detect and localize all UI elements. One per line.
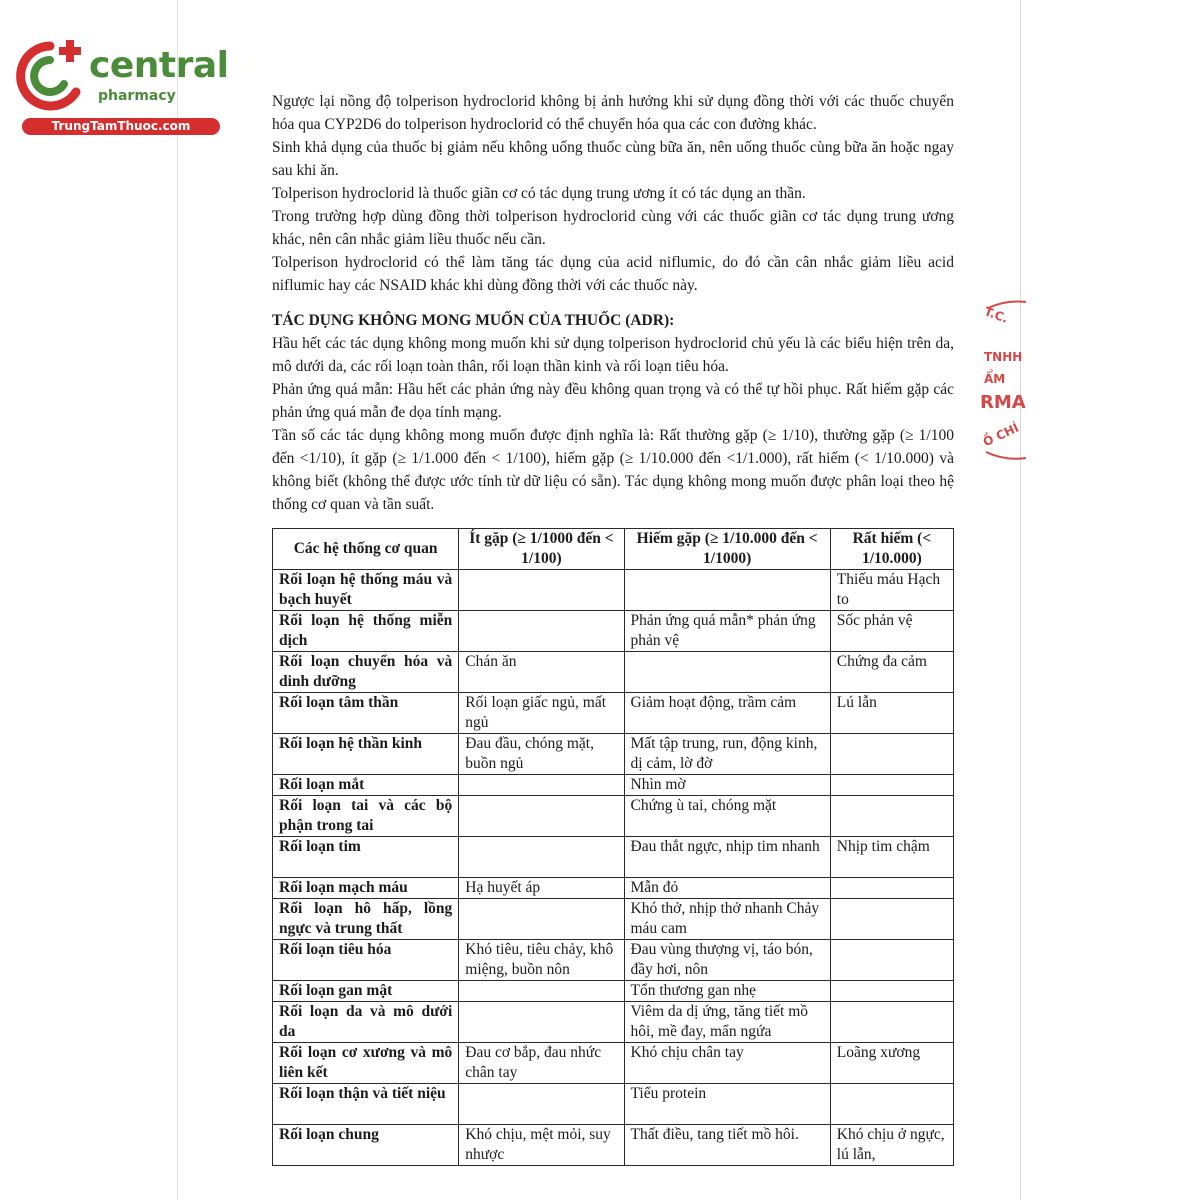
table-row — [273, 899, 954, 940]
rare-cell: Phản ứng quá mẫn* phản ứng phản vệ — [624, 611, 830, 652]
very-rare-cell — [830, 775, 953, 796]
paragraph: Tolperison hydroclorid là thuốc giãn cơ có tác dụng trung ương ít có tác dụng an thần. — [272, 185, 806, 202]
very-rare-cell — [830, 940, 953, 981]
rare-cell: Khó thở, nhịp thở nhanh Chảy máu cam — [624, 899, 830, 940]
paragraph: Phản ứng quá mẫn: Hầu hết các phản ứng này đều không quan trọng và có thể tự hồi phục. Rất hiếm gặp các phản ứng quá mẫn đe dọa tính mạng. — [272, 381, 954, 421]
very-rare-cell — [830, 1002, 953, 1043]
table-row — [273, 570, 954, 611]
stamp-line: RMA — [980, 392, 1026, 413]
rare-cell: Đau thắt ngực, nhịp tim nhanh — [624, 837, 830, 878]
paragraph: Tolperison hydroclorid có thể làm tăng tác dụng của acid niflumic, do đó cần cân nhắc giảm liều acid niflumic hay các NSAID khác khi dùng đồng thời với các thuốc này. — [272, 254, 954, 294]
uncommon-cell: Hạ huyết áp — [459, 878, 624, 899]
column-header: Ít gặp (≥ 1/1000 đến < 1/100) — [459, 529, 624, 570]
organ-system-cell: Rối loạn da và mô dưới da — [273, 1002, 459, 1043]
logo-name: central — [89, 45, 229, 86]
very-rare-cell: Nhịp tim chậm — [830, 837, 953, 878]
table-row — [273, 1125, 954, 1166]
organ-system-cell: Rối loạn cơ xương và mô liên kết — [273, 1043, 459, 1084]
rare-cell: Đau vùng thượng vị, táo bón, đầy hơi, nôn — [624, 940, 830, 981]
table-row — [273, 837, 954, 878]
table-row — [273, 1084, 954, 1125]
organ-system-cell: Rối loạn mắt — [273, 775, 459, 796]
organ-system-cell: Rối loạn chuyển hóa và dinh dưỡng — [273, 652, 459, 693]
very-rare-cell: Lú lẫn — [830, 693, 953, 734]
uncommon-cell: Đau đầu, chóng mặt, buồn ngủ — [459, 734, 624, 775]
uncommon-cell: Khó chịu, mệt mỏi, suy nhược — [459, 1125, 624, 1166]
very-rare-cell — [830, 899, 953, 940]
uncommon-cell — [459, 1084, 624, 1125]
uncommon-cell — [459, 796, 624, 837]
organ-system-cell: Rối loạn tâm thần — [273, 693, 459, 734]
very-rare-cell: Thiếu máu Hạch to — [830, 570, 953, 611]
section-heading: TÁC DỤNG KHÔNG MONG MUỐN CỦA THUỐC (ADR): — [272, 312, 675, 329]
organ-system-cell: Rối loạn hệ thống máu và bạch huyết — [273, 570, 459, 611]
very-rare-cell — [830, 878, 953, 899]
uncommon-cell: Khó tiêu, tiêu chảy, khô miệng, buồn nôn — [459, 940, 624, 981]
table-row — [273, 734, 954, 775]
uncommon-cell — [459, 981, 624, 1002]
rare-cell: Tiểu protein — [624, 1084, 830, 1125]
organ-system-cell: Rối loạn tai và các bộ phận trong tai — [273, 796, 459, 837]
very-rare-cell — [830, 734, 953, 775]
rare-cell: Mất tập trung, run, động kinh, dị cảm, lờ đờ — [624, 734, 830, 775]
stamp-line: Ồ CHÍ — [980, 420, 1021, 450]
table-row — [273, 878, 954, 899]
very-rare-cell: Chứng đa cảm — [830, 652, 953, 693]
organ-system-cell: Rối loạn tiêu hóa — [273, 940, 459, 981]
organ-system-cell: Rối loạn hô hấp, lồng ngực và trung thất — [273, 899, 459, 940]
uncommon-cell: Rối loạn giấc ngủ, mất ngủ — [459, 693, 624, 734]
table-row — [273, 1043, 954, 1084]
uncommon-cell — [459, 837, 624, 878]
rare-cell — [624, 652, 830, 693]
adr-table — [272, 528, 954, 1166]
rare-cell: Viêm da dị ứng, tăng tiết mồ hôi, mề đay, mẩn ngứa — [624, 1002, 830, 1043]
stamp-line: T.C. — [982, 304, 1010, 326]
table-row — [273, 652, 954, 693]
document-body — [272, 90, 954, 516]
very-rare-cell — [830, 1084, 953, 1125]
uncommon-cell — [459, 1002, 624, 1043]
paragraph: Ngược lại nồng độ tolperison hydroclorid không bị ảnh hưởng khi sử dụng đồng thời với các thuốc chuyển hóa qua CYP2D6 do tolperison hydroclorid có thể chuyển hóa qua các con đường khác. — [272, 93, 954, 133]
table-row — [273, 775, 954, 796]
column-header: Rất hiếm (< 1/10.000) — [830, 529, 953, 570]
organ-system-cell: Rối loạn tim — [273, 837, 459, 878]
paragraph: Sinh khả dụng của thuốc bị giảm nếu không uống thuốc cùng bữa ăn, nên uống thuốc cùng bữa ăn hoặc ngay sau khi ăn. — [272, 139, 954, 179]
very-rare-cell: Sốc phản vệ — [830, 611, 953, 652]
column-header: Các hệ thống cơ quan — [273, 529, 459, 570]
very-rare-cell — [830, 796, 953, 837]
organ-system-cell: Rối loạn chung — [273, 1125, 459, 1166]
stamp-line: TNHH — [984, 350, 1023, 364]
organ-system-cell: Rối loạn hệ thần kinh — [273, 734, 459, 775]
logo-url[interactable]: TrungTamThuoc.com — [22, 118, 220, 135]
rare-cell — [624, 570, 830, 611]
rare-cell: Nhìn mờ — [624, 775, 830, 796]
paragraph: Trong trường hợp dùng đồng thời tolperison hydroclorid cùng với các thuốc giãn cơ tác dụng trung ương khác, nên cân nhắc giảm liều thuốc nếu cần. — [272, 208, 954, 248]
rare-cell: Giảm hoạt động, trầm cảm — [624, 693, 830, 734]
rare-cell: Thất điều, tang tiết mồ hôi. — [624, 1125, 830, 1166]
uncommon-cell: Đau cơ bắp, đau nhức chân tay — [459, 1043, 624, 1084]
rare-cell: Mẫn đỏ — [624, 878, 830, 899]
logo-subtitle: pharmacy — [98, 88, 176, 104]
stamp-line: ẨM — [984, 372, 1006, 386]
very-rare-cell: Loãng xương — [830, 1043, 953, 1084]
uncommon-cell — [459, 899, 624, 940]
organ-system-cell: Rối loạn gan mật — [273, 981, 459, 1002]
very-rare-cell: Khó chịu ở ngực, lú lẫn, — [830, 1125, 953, 1166]
uncommon-cell — [459, 570, 624, 611]
rare-cell: Tổn thương gan nhẹ — [624, 981, 830, 1002]
table-row — [273, 1002, 954, 1043]
central-pharmacy-logo[interactable] — [10, 38, 229, 138]
uncommon-cell — [459, 611, 624, 652]
very-rare-cell — [830, 981, 953, 1002]
uncommon-cell — [459, 775, 624, 796]
uncommon-cell: Chán ăn — [459, 652, 624, 693]
table-header-row — [273, 529, 954, 570]
table-row — [273, 693, 954, 734]
organ-system-cell: Rối loạn thận và tiết niệu — [273, 1084, 459, 1125]
rare-cell: Chứng ù tai, chóng mặt — [624, 796, 830, 837]
table-row — [273, 796, 954, 837]
table-row — [273, 981, 954, 1002]
central-logo-icon — [10, 38, 90, 116]
column-header: Hiếm gặp (≥ 1/10.000 đến < 1/1000) — [624, 529, 830, 570]
table-row — [273, 940, 954, 981]
paragraph: Tần số các tác dụng không mong muốn được định nghĩa là: Rất thường gặp (≥ 1/10), thường gặp (≥ 1/100 đến <1/10), ít gặp (≥ 1/1.000 đến < 1/100), hiếm gặp (≥ 1/10.000 đến <1/1.000), rất hiếm (< 1/10.000) và không biết (không thể được ước tính từ dữ liệu có sẵn). Tác dụng không mong muốn được phân loại theo hệ thống cơ quan và tần suất. — [272, 427, 954, 513]
rare-cell: Khó chịu chân tay — [624, 1043, 830, 1084]
organ-system-cell: Rối loạn hệ thống miễn dịch — [273, 611, 459, 652]
table-row — [273, 611, 954, 652]
organ-system-cell: Rối loạn mạch máu — [273, 878, 459, 899]
paragraph: Hầu hết các tác dụng không mong muốn khi sử dụng tolperison hydroclorid chủ yếu là các biểu hiện trên da, mô dưới da, các rối loạn toàn thân, rối loạn thần kinh và rối loạn tiêu hóa. — [272, 335, 954, 375]
company-stamp — [978, 300, 1028, 460]
